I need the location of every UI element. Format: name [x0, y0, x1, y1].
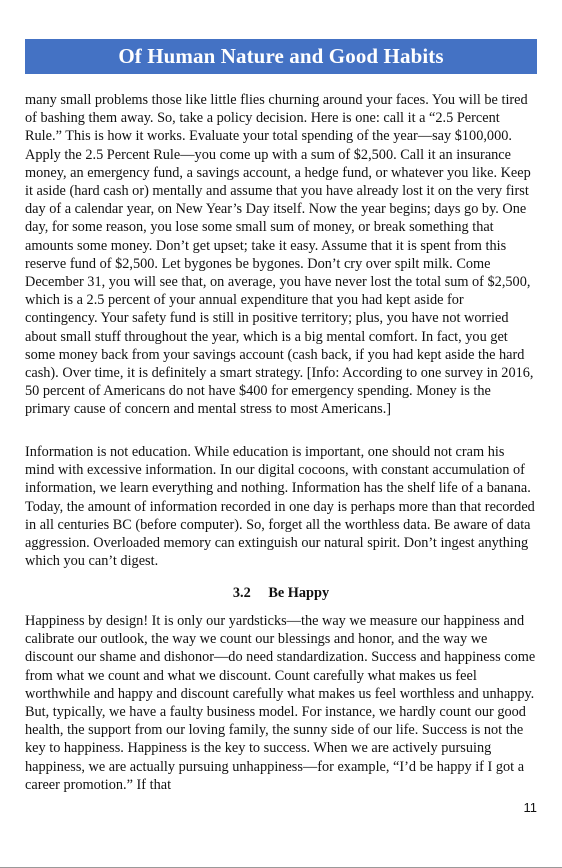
section-title: Be Happy [268, 585, 330, 601]
body-paragraph-3: Happiness by design! It is only our yardsticks—the way we measure our happiness and calibrate our outlook, the way we count our blessings and honor, and the way we discount our shame and dishonor—do need standardization. Success and happiness come from what we count and what we discount. Count carefully what makes us feel worthwhile and happy and discount carefully what makes us feel worthless and unhappy. But, typically, we have a faulty business model. For instance, we hardly count our good health, the support from our loving family, the sunny side of our life. Success is not the key to happiness. Happiness is the key to success. When we are actively pursuing happiness, we are actually pursuing unhappiness—for example, “I’d be happy if I got a career promotion.” If that [25, 613, 536, 793]
body-paragraph-1: many small problems those like little flies churning around your faces. You will be tired of bashing them away. So, take a policy decision. Here is one: call it a “2.5 Percent Rule.” This is how it works. Evaluate your total spending of the year—say $100,000. Apply the 2.5 Percent Rule—you come up with a sum of $2,500. Call it an insurance money, an emergency fund, a savings account, a hedge fund, or whatever you like. Keep it aside (hard cash or) mentally and assume that you have already lost it on the very first day of a calendar year, on New Year’s Day itself. Now the year begins; days go by. One day, for some reason, you lose some small sum of money, or break something that amounts some money. Don’t get upset; take it easy. Assume that it is spent from this reserve fund of $2,500. Let bygones be bygones. Don’t cry over spilt milk. Come December 31, you will see that, on average, you have never lost the total sum of $2,500, which is a 2.5 percent of your annual expenditure that you had kept aside for contingency. Your safety fund is still in positive territory; plus, you have not worried about small stuff throughout the year, which is a big mental comfort. In fact, you get some money back from your savings account (cash back, if you had kept aside the hard cash). Over time, it is definitely a smart strategy. [Info: According to one survey in 2016, 50 percent of Americans do not have $400 for emergency spending. Money is the primary cause of concern and mental stress to most Americans.] [25, 92, 534, 418]
section-number: 3.2 [232, 585, 251, 601]
chapter-title: Of Human Nature and Good Habits [118, 44, 444, 68]
section-heading [0, 584, 562, 602]
chapter-header-band [25, 39, 537, 74]
body-paragraph-2: Information is not education. While education is important, one should not cram his mind with excessive information. In our digital cocoons, with constant accumulation of information, we learn everything and nothing. Information has the shelf life of a banana. Today, the amount of information recorded in one day is perhaps more than that recorded in all centuries BC (before computer). So, forget all the worthless data. Be aware of data aggression. Overloaded memory can extinguish our natural spirit. Don’t ingest anything which you can’t digest. [25, 444, 535, 570]
page-number: 11 [523, 800, 537, 815]
